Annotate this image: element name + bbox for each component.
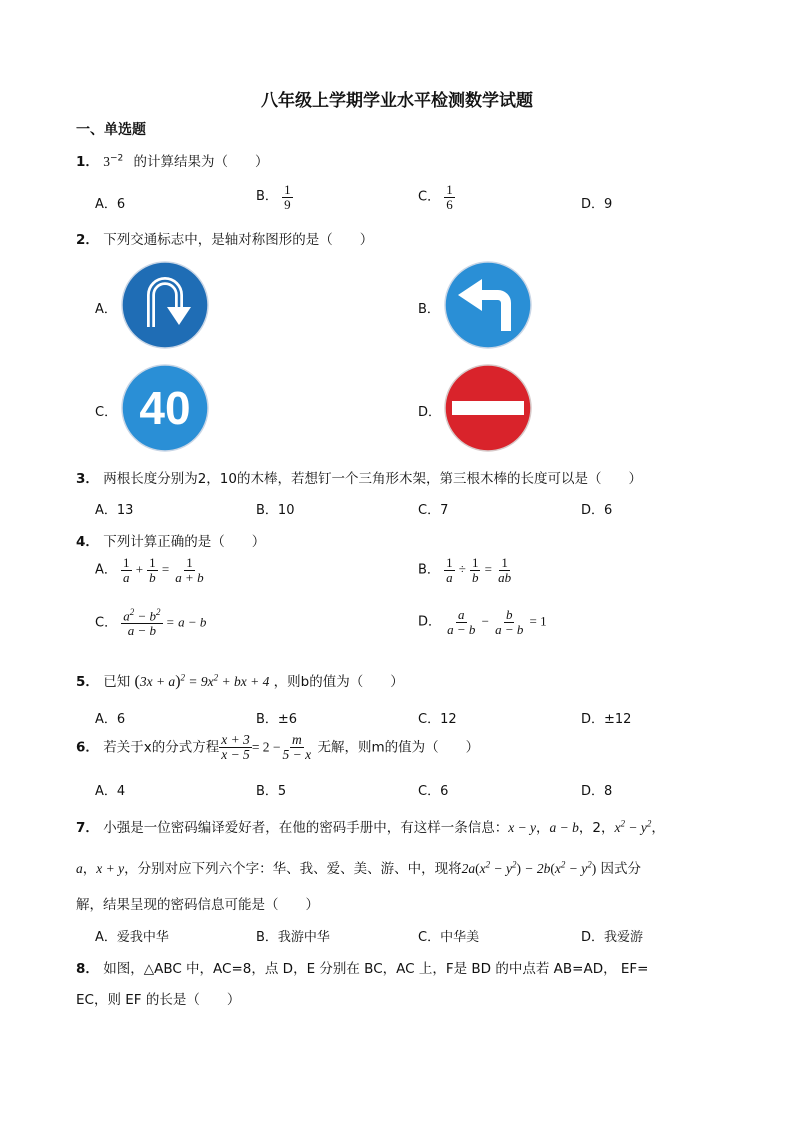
question-number: 7． — [76, 820, 99, 836]
q2-option-d[interactable]: D． — [418, 405, 442, 420]
q6-option-b[interactable]: B．5 — [256, 784, 287, 799]
q7-option-d[interactable]: D．我爱游 — [581, 930, 644, 945]
q6-option-a[interactable]: A．4 — [95, 784, 126, 799]
question-text: 小强是一位密码编译爱好者，在他的密码手册中，有这样一条信息： — [103, 820, 509, 836]
question-number: 6． — [76, 739, 99, 756]
question-7-line-1: 7． 小强是一位密码编译爱好者，在他的密码手册中，有这样一条信息：x − y，a − b，2，$x^2 - y^2$， — [76, 818, 665, 836]
q1-option-a[interactable]: A．6 — [95, 197, 126, 212]
u-turn-sign-icon — [121, 261, 209, 349]
question-1 — [76, 150, 269, 170]
q5-option-a[interactable]: A．6 — [95, 712, 126, 727]
q4-option-c[interactable]: C． $\frac{a^2 - b^2}{a - b}$ = a − b — [95, 607, 207, 638]
q2-option-a[interactable]: A． — [95, 302, 117, 317]
section-heading: 一、单选题 — [76, 122, 146, 138]
question-7-line-3: 解，结果呈现的密码信息可能是（ ） — [76, 897, 319, 913]
question-text: 下列交通标志中，是轴对称图形的是（ ） — [103, 232, 374, 248]
question-3 — [76, 467, 642, 487]
equation: $(3x + a)^2 = 9x^2$ + bx + 4 — [134, 672, 270, 690]
q5-option-c[interactable]: C．12 — [418, 712, 457, 727]
question-text-pre: 若关于x的分式方程 — [103, 739, 220, 756]
left-turn-sign-icon — [444, 261, 532, 349]
question-number: 5． — [76, 674, 99, 690]
q3-option-d[interactable]: D．6 — [581, 503, 613, 518]
question-number: 4． — [76, 534, 99, 550]
q5-option-d[interactable]: D．±12 — [581, 712, 632, 727]
q1-option-c[interactable] — [418, 183, 455, 211]
q7-option-b[interactable]: B．我游中华 — [256, 930, 330, 945]
question-text: 因式分 — [600, 861, 641, 877]
q5-option-b[interactable]: B．±6 — [256, 712, 298, 727]
option-label: B． — [418, 562, 440, 578]
option-label: D． — [418, 614, 442, 630]
question-number: 1． — [76, 154, 99, 170]
question-text-pre: 已知 — [103, 674, 131, 690]
page-title: 八年级上学期学业水平检测数学试题 — [261, 91, 533, 111]
no-entry-sign-icon — [444, 364, 532, 452]
q4-option-a[interactable]: A． $\frac{1}{a}$ + $\frac{1}{b}$ = $\frac{1}{a + b}$ — [95, 555, 204, 585]
question-number: 2． — [76, 232, 99, 248]
q2-option-c[interactable]: C． — [95, 405, 118, 420]
question-7-line-2: a，x + y，分别对应下列六个字：华、我、爱、美、游、中，现将$2a(x^2 - y^2) - 2b(x^2 - y^2)$ 因式分 — [76, 859, 641, 877]
question-text: ，分别对应下列六个字：华、我、爱、美、游、中，现将 — [124, 861, 462, 877]
speed-limit-text: 40 — [139, 382, 191, 434]
q1-option-d[interactable]: D．9 — [581, 197, 613, 212]
fraction-denominator: 9 — [284, 196, 291, 212]
question-number: 8． — [76, 961, 99, 977]
option-label: A． — [95, 562, 117, 578]
question-6: 6． 若关于x的分式方程 $\frac{x + 3}{x - 5}$ = 2 − $\frac{m}{5 - x}$ 无解，则m的值为（ ） — [76, 732, 480, 763]
option-label: C． — [95, 615, 118, 631]
question-4 — [76, 530, 265, 550]
question-number: 3． — [76, 471, 99, 487]
q2-option-b[interactable]: B． — [418, 302, 440, 317]
power-exponent: −2 — [109, 153, 124, 164]
q4-option-b[interactable]: B． $\frac{1}{a}$ ÷ $\frac{1}{b}$ = $\frac{1}{ab}$ — [418, 555, 512, 585]
fraction-numerator: 1 — [446, 182, 453, 197]
q4-option-d[interactable]: D． $\frac{a}{a - b}$ − $\frac{b}{a - b}$ = 1 — [418, 607, 547, 637]
power-base: 3 — [103, 154, 110, 169]
question-8-line-1 — [76, 957, 648, 977]
q3-option-a[interactable]: A．13 — [95, 503, 134, 518]
fraction-denominator: 6 — [446, 196, 453, 212]
option-label: C． — [418, 189, 441, 205]
q3-option-b[interactable]: B．10 — [256, 503, 295, 518]
question-5 — [76, 670, 404, 691]
q7-option-a[interactable]: A．爱我中华 — [95, 930, 169, 945]
q3-option-c[interactable]: C．7 — [418, 503, 449, 518]
question-8-line-2: EC，则 EF 的长是（ ） — [76, 992, 241, 1008]
q6-option-d[interactable]: D．8 — [581, 784, 613, 799]
question-text: 的计算结果为（ ） — [133, 154, 269, 170]
question-text-post: 无解，则m的值为（ ） — [317, 739, 480, 756]
speed-40-sign-icon — [121, 364, 209, 452]
q1-option-b[interactable] — [256, 183, 293, 211]
option-label: B． — [256, 188, 278, 204]
question-text: 如图，△ABC 中，AC=8，点 D，E 分别在 BC，AC 上，F是 BD 的中点若 AB=AD， EF= — [103, 961, 649, 977]
question-text: 两根长度分别为2，10的木棒，若想钉一个三角形木架，第三根木棒的长度可以是（ ） — [103, 471, 642, 487]
fraction-numerator: 1 — [284, 182, 291, 197]
question-2 — [76, 228, 373, 248]
q6-option-c[interactable]: C．6 — [418, 784, 449, 799]
question-text: 下列计算正确的是（ ） — [103, 534, 266, 550]
question-text-post: ，则b的值为（ ） — [273, 674, 404, 690]
q7-option-c[interactable]: C．中华美 — [418, 930, 480, 945]
